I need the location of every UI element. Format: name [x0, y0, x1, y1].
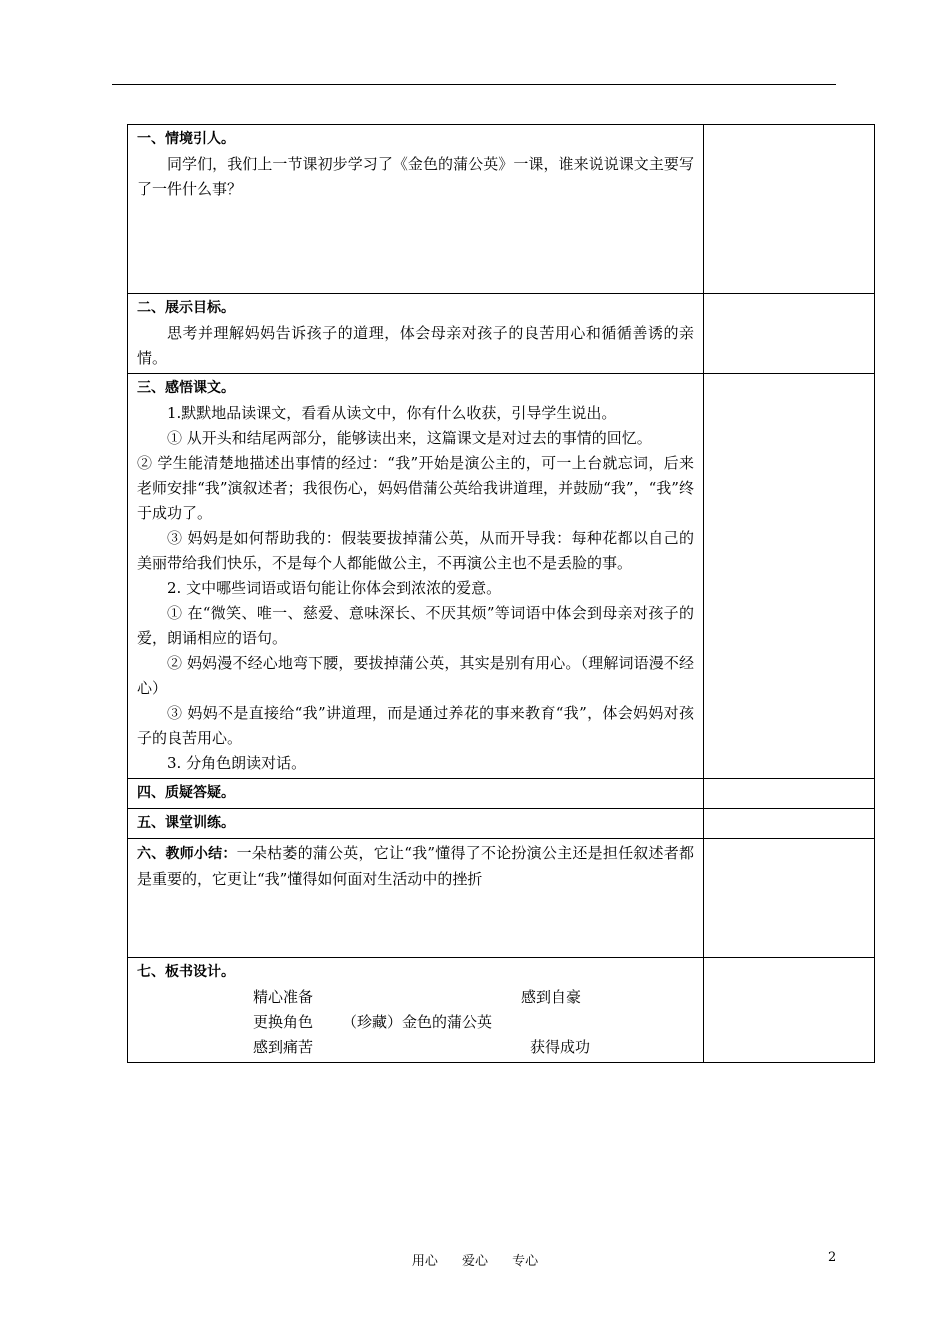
section-row-4 — [128, 779, 875, 809]
page-number: 2 — [828, 1250, 837, 1265]
section-3-paragraph-2: ① 从开头和结尾两部分，能够读出来，这篇课文是对过去的事情的回忆。 — [167, 429, 652, 447]
section-3-content — [128, 374, 704, 779]
board-center: （珍藏）金色的蒲公英 — [342, 1013, 493, 1031]
section-3-paragraph-7: ② 妈妈漫不经心地弯下腰，要拔掉蒲公英，其实是别有用心。（理解词语漫不经心） — [137, 654, 694, 697]
section-3-title: 三、感悟课文。 — [137, 380, 235, 396]
section-2-content — [128, 294, 704, 374]
section-2-title: 二、展示目标。 — [137, 300, 235, 316]
section-3-paragraph-9: 3. 分角色朗读对话。 — [167, 754, 307, 772]
section-4-notes — [704, 779, 875, 809]
section-6-paragraph — [137, 841, 694, 892]
board-left-2: 更换角色 — [253, 1013, 314, 1031]
section-2-notes — [704, 294, 875, 374]
board-design — [137, 985, 694, 1060]
section-4-content — [128, 779, 704, 809]
footer-word-2: 爱心 — [461, 1254, 488, 1269]
section-3-notes — [704, 374, 875, 779]
header-rule — [112, 84, 836, 85]
board-left-1: 精心准备 — [253, 988, 314, 1006]
section-1-notes — [704, 125, 875, 294]
page-footer — [0, 1250, 950, 1269]
section-6-title: 六、教师小结： — [137, 846, 237, 862]
section-7-title: 七、板书设计。 — [137, 964, 235, 980]
section-2-paragraph: 思考并理解妈妈告诉孩子的道理，体会母亲对孩子的良苦用心和循循善诱的亲情。 — [137, 324, 694, 367]
section-1-content — [128, 125, 704, 294]
section-5-notes — [704, 809, 875, 839]
section-3-paragraph-6: ① 在“微笑、唯一、慈爱、意味深长、不厌其烦”等词语中体会到母亲对孩子的爱，朗诵相应的语句。 — [137, 604, 694, 647]
section-6-notes — [704, 839, 875, 958]
board-right-1: 感到自豪 — [521, 988, 582, 1006]
section-6-content — [128, 839, 704, 958]
section-row-2 — [128, 294, 875, 374]
section-5-content — [128, 809, 704, 839]
section-row-1 — [128, 125, 875, 294]
section-7-notes — [704, 958, 875, 1063]
board-left-3: 感到痛苦 — [253, 1038, 314, 1056]
footer-word-1: 用心 — [411, 1254, 438, 1269]
lesson-plan-table — [127, 124, 875, 1063]
section-5-title: 五、课堂训练。 — [137, 815, 235, 831]
section-3-paragraph-1: 1.默默地品读课文，看看从读文中，你有什么收获，引导学生说出。 — [167, 404, 617, 422]
board-right-3: 获得成功 — [530, 1038, 591, 1056]
section-4-title: 四、质疑答疑。 — [137, 785, 235, 801]
section-7-content — [128, 958, 704, 1063]
section-row-7 — [128, 958, 875, 1063]
section-1-title: 一、情境引人。 — [137, 131, 235, 147]
section-6-text: 一朵枯萎的蒲公英，它让“我”懂得了不论扮演公主还是担任叙述者都是重要的，它更让“我”懂得如何面对生活动中的挫折 — [137, 844, 694, 888]
section-row-6 — [128, 839, 875, 958]
section-row-5 — [128, 809, 875, 839]
footer-word-3: 专心 — [512, 1254, 539, 1269]
section-3-paragraph-5: 2. 文中哪些词语或语句能让你体会到浓浓的爱意。 — [167, 579, 502, 597]
section-1-paragraph: 同学们，我们上一节课初步学习了《金色的蒲公英》一课，谁来说说课文主要写了一件什么事？ — [137, 155, 694, 198]
section-row-3 — [128, 374, 875, 779]
section-3-paragraph-3: ② 学生能清楚地描述出事情的经过：“我”开始是演公主的，可一上台就忘词，后来老师安排“我”演叙述者；我很伤心，妈妈借蒲公英给我讲道理，并鼓励“我”，“我”终于成功了。 — [137, 454, 694, 522]
section-3-paragraph-8: ③ 妈妈不是直接给“我”讲道理，而是通过养花的事来教育“我”，体会妈妈对孩子的良苦用心。 — [137, 704, 694, 747]
section-3-paragraph-4: ③ 妈妈是如何帮助我的：假装要拔掉蒲公英，从而开导我：每种花都以自己的美丽带给我们快乐，不是每个人都能做公主，不再演公主也不是丢脸的事。 — [137, 529, 694, 572]
